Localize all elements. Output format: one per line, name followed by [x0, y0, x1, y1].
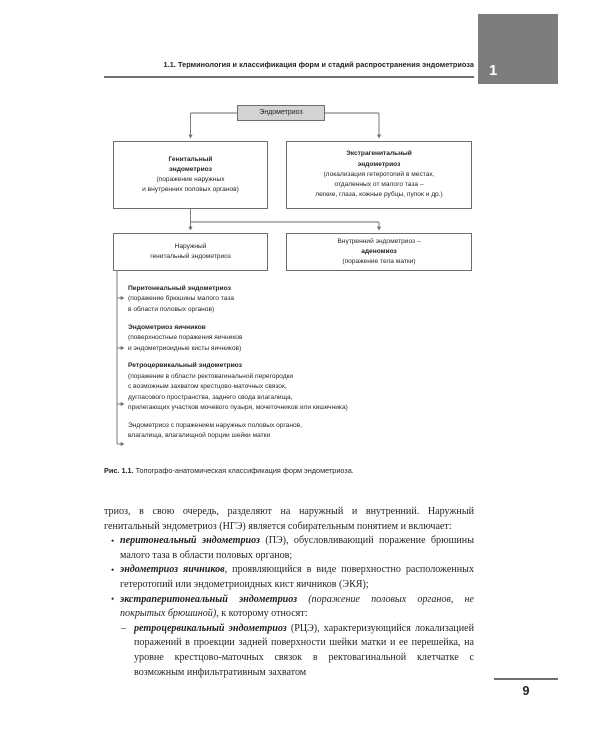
sub-bullet-rest: (РЦЭ), характеризующийся локализацией поражений в проекции задней поверхности шейки матки и ее перешейка, на уровне крестцово-маточных связок в ректовагинальной клетчатке с возможным инфильтративным захватом: [134, 622, 474, 678]
box-line: отдаленных от малого таза –: [334, 181, 424, 189]
bullet-rest-italic: (поражение половых органов, не покрытых брюшиной): [120, 593, 474, 620]
box-line: (поражение тела матки): [342, 258, 416, 266]
box-line: Внутренний эндометриоз –: [337, 237, 421, 245]
body-paragraph: триоз, в свою очередь, разделяют на наружный и внутренний. Наружный генитальный эндометриоз (НГЭ) является собирательным понятием и включает:: [104, 506, 474, 532]
sub-item-line: прилегающих участков мочевого пузыря, мочеточников или кишечника): [128, 404, 348, 412]
box-line: аденомиоз: [361, 247, 397, 255]
bullet-rest: (ПЭ), обусловливающий поражение брюшины малого таза в области половых органов;: [120, 535, 474, 561]
sub-bullet-term: ретроцервикальный эндометриоз: [134, 622, 287, 634]
diagram-box-inner-adenomyosis: [286, 233, 472, 271]
sub-item-line: (поверхностные поражения яичников: [128, 334, 243, 342]
bullet-term: перитонеальный эндометриоз: [120, 535, 260, 547]
body-text: [104, 505, 474, 680]
folio-rule: [494, 678, 558, 680]
box-line: эндометриоз: [169, 165, 212, 173]
diagram-box-extragenital: [286, 141, 472, 209]
list-item: [104, 593, 474, 681]
box-line: легкие, глаза, кожные рубцы, пупок и др.): [315, 191, 443, 199]
sub-item: [128, 361, 473, 413]
sub-item: [128, 421, 473, 442]
sub-item-line: и эндометриоидные кисты яичников): [128, 344, 242, 352]
diagram-box-root: [237, 105, 325, 121]
sub-item-line: (поражение в области ректовагинальной перегородки: [128, 372, 294, 380]
sub-item-line: в области половых органов): [128, 305, 215, 313]
box-line: эндометриоз: [357, 160, 401, 168]
sub-item-line: (поражение брюшины малого таза: [128, 295, 235, 303]
box-line: (локализация гетеротопий в местах,: [323, 170, 435, 178]
figure-caption: [104, 466, 484, 475]
sub-item-line: Эндометриоз с поражением наружных половых органов,: [128, 421, 302, 429]
figure-caption-label: Рис. 1.1.: [104, 466, 134, 475]
list-item: [120, 622, 474, 680]
box-line: генитальный эндометриоз: [150, 253, 231, 260]
box-line: Экстрагенитальный: [346, 150, 412, 158]
sub-item: [128, 323, 473, 354]
chapter-number: 1: [489, 62, 498, 79]
box-line: Генитальный: [168, 155, 213, 163]
sub-item-line: влагалища, влагалищной порции шейки матки: [128, 432, 271, 440]
sub-item: [128, 284, 473, 315]
figure-caption-text: Топографо-анатомическая классификация форм эндометриоза.: [135, 466, 354, 475]
sub-item-line: дугласового пространства, заднего свода влагалища,: [128, 393, 293, 401]
diagram-sub-items: [128, 284, 473, 449]
bullet-term: эндометриоз яичников: [120, 564, 225, 576]
diagram-box-genital: [113, 141, 268, 209]
sub-item-heading: Перитонеальный эндометриоз: [128, 285, 231, 292]
sub-item-heading: Ретроцервикальный эндометриоз: [128, 362, 242, 370]
diagram-box-root-label: Эндометриоз: [259, 108, 303, 116]
box-line: и внутренних половых органов): [142, 186, 239, 194]
running-head: 1.1. Терминология и классификация форм и стадий распространения эндометриоза: [163, 60, 474, 69]
list-item: [104, 563, 474, 592]
list-item: [104, 534, 474, 563]
bullet-term: экстраперитонеальный эндометриоз: [120, 593, 298, 605]
sub-item-heading: Эндометриоз яичников: [128, 323, 206, 331]
box-line: Наружный: [174, 242, 207, 250]
body-sub-bullet-list: [120, 622, 474, 680]
page-number: 9: [522, 684, 530, 698]
sub-item-line: с возможным захватом крестцово-маточных связок,: [128, 383, 287, 391]
bullet-rest: , проявляющийся в виде поверхностно расположенных гетеротопий или эндометриоидных кист яичников (ЭКЯ);: [120, 564, 474, 590]
box-line: (поражение наружных: [156, 176, 225, 183]
body-bullet-list: [104, 534, 474, 680]
bullet-rest: , к которому относят:: [216, 608, 308, 620]
diagram-box-outer-genital: [113, 233, 268, 271]
